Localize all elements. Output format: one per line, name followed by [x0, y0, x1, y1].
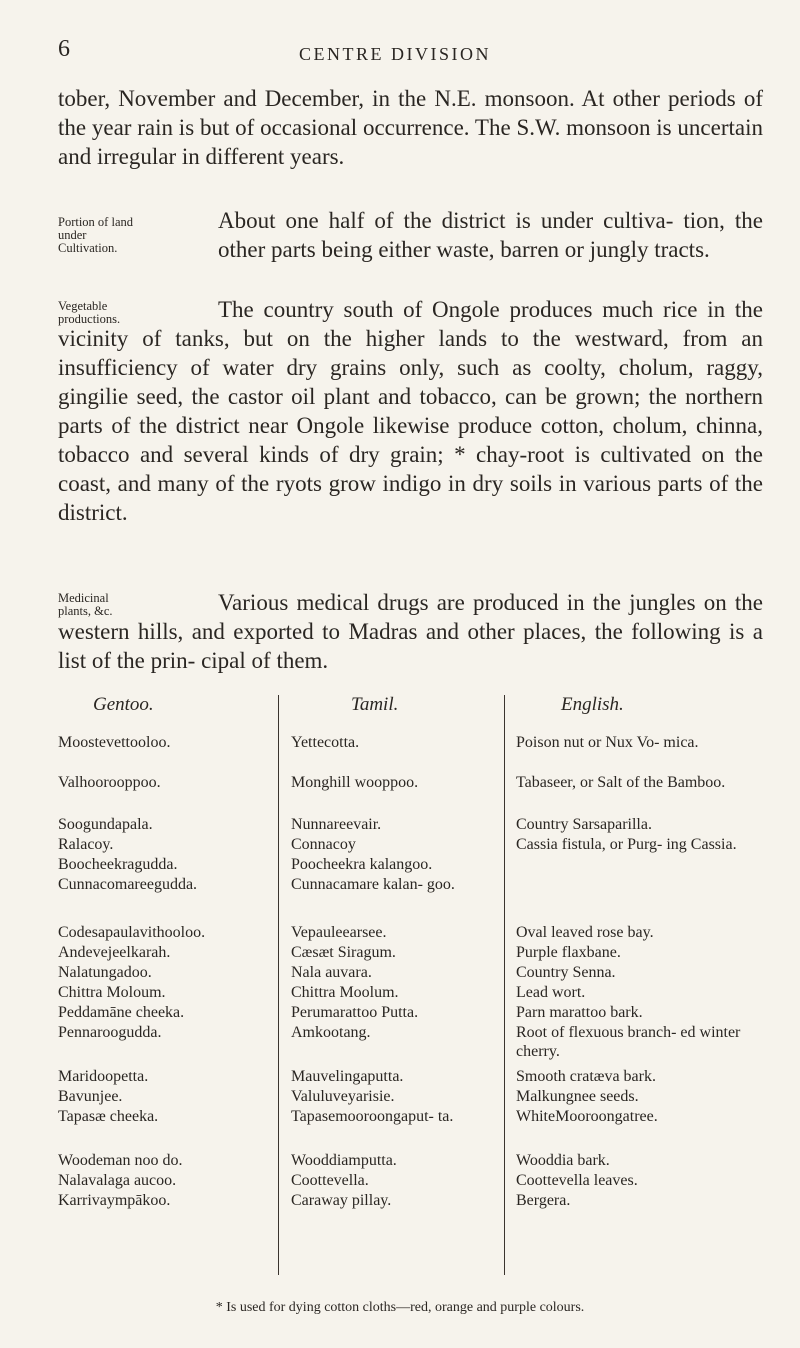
table-cell: Vepauleearsee. [291, 924, 387, 941]
table-cell: Root of flexuous branch- ed winter cherry. [516, 1024, 741, 1060]
tamil-column [291, 694, 491, 1209]
table-cell: Nunnareevair. [291, 816, 382, 833]
table-cell: Smooth cratæva bark. [516, 1068, 656, 1085]
paragraph-cultivation: About one half of the district is under cultiva- tion, the other parts being either waste, barren or jungly tracts. [218, 208, 763, 262]
table-cell: Andevejeelkarah. [58, 944, 171, 961]
table-cell: Chittra Moloum. [58, 984, 166, 1001]
table-cell: Nalatungadoo. [58, 964, 152, 981]
table-cell: Country Sarsaparilla. [516, 816, 652, 833]
table-cell: Country Senna. [516, 964, 616, 981]
table-cell: Tabaseer, or Salt of the Bamboo. [516, 774, 726, 791]
table-cell: Amkootang. [291, 1024, 371, 1041]
table-cell: Nalavalaga aucoo. [58, 1172, 177, 1189]
table-cell: Boocheekragudda. [58, 856, 178, 873]
tamil-header: Tamil. [351, 694, 399, 715]
table-cell: Valhoorooppoo. [58, 774, 161, 791]
table-cell: Pennaroogudda. [58, 1024, 162, 1041]
table-cell: Coottevella leaves. [516, 1172, 638, 1189]
gentoo-column [58, 694, 258, 1209]
table-cell: Ralacoy. [58, 836, 114, 853]
table-cell: Bavunjee. [58, 1088, 123, 1105]
running-head: CENTRE DIVISION [299, 44, 491, 64]
table-cell: Cæsæt Siragum. [291, 944, 396, 961]
margin-note-cultivation: Portion of land under Cultivation. [58, 215, 133, 255]
english-header: English. [561, 694, 624, 715]
column-divider [278, 695, 279, 1275]
table-cell: Caraway pillay. [291, 1192, 392, 1209]
table-cell: Yettecotta. [291, 734, 360, 751]
table-cell: Parn marattoo bark. [516, 1004, 643, 1021]
page-number: 6 [58, 36, 70, 62]
table-cell: Poocheekra kalangoo. [291, 856, 433, 873]
column-divider [504, 695, 505, 1275]
paragraph-vegetable: The country south of Ongole produces much rice in the vicinity of tanks, but on the higher lands to the westward, from an insufficiency of water dry grains only, such as coolty, cholum, raggy, gingilie seed, the castor oil plant and tobacco, can be grown; the northern parts of the district near Ongole likewise produce cotton, cholum, chinna, tobacco and several kinds of dry grain; * chay-root is cultivated on the coast, and many of the ryots grow indigo in dry soils in various parts of the district. [58, 297, 763, 525]
table-cell: Cunnacomareegudda. [58, 876, 198, 893]
table-cell: Monghill wooppoo. [291, 774, 419, 791]
table-cell: Mauvelingaputta. [291, 1068, 404, 1085]
table-cell: Peddamāne cheeka. [58, 1004, 185, 1021]
footnote: * Is used for dying cotton cloths—red, orange and purple colours. [215, 1300, 585, 1315]
table-cell: Nala auvara. [291, 964, 372, 981]
table-cell: Perumarattoo Putta. [291, 1004, 419, 1021]
table-cell: Valuluveyarisie. [291, 1088, 395, 1105]
table-cell: Tapasæ cheeka. [58, 1108, 159, 1125]
table-cell: Poison nut or Nux Vo- mica. [516, 734, 699, 751]
paragraph-medicinal: Various medical drugs are produced in the jungles on the western hills, and exported to Madras and other places, the following is a list of the prin- cipal of them. [58, 590, 763, 673]
table-cell: Lead wort. [516, 984, 586, 1001]
margin-note-medicinal: Medicinal plants, &c. [58, 591, 113, 618]
table-cell: Purple flaxbane. [516, 944, 621, 961]
margin-note-vegetable: Vegetable productions. [58, 299, 121, 326]
gentoo-header: Gentoo. [93, 694, 154, 715]
english-column [516, 694, 761, 1209]
table-cell: Coottevella. [291, 1172, 369, 1189]
table-cell: Connacoy [291, 836, 356, 853]
table-cell: Moostevettooloo. [58, 734, 171, 751]
table-cell: Cunnacamare kalan- goo. [291, 876, 455, 893]
table-cell: Chittra Moolum. [291, 984, 399, 1001]
table-cell: Woodeman noo do. [58, 1152, 183, 1169]
table-cell: Wooddia bark. [516, 1152, 610, 1169]
table-cell: Karrivaympākoo. [58, 1192, 171, 1209]
table-cell: Bergera. [516, 1192, 571, 1209]
table-cell: Maridoopetta. [58, 1068, 149, 1085]
table-cell: Oval leaved rose bay. [516, 924, 654, 941]
table-cell: Tapasemooroongaput- ta. [291, 1108, 454, 1125]
paragraph-monsoon: tober, November and December, in the N.E. monsoon. At other periods of the year rain is but of occasional occurrence. The S.W. monsoon is uncertain and irregular in different years. [58, 86, 763, 169]
table-cell: WhiteMooroongatree. [516, 1108, 658, 1125]
table-cell: Soogundapala. [58, 816, 153, 833]
table-cell: Wooddiamputta. [291, 1152, 397, 1169]
table-cell: Cassia fistula, or Purg- ing Cassia. [516, 836, 737, 853]
table-cell: Codesapaulavithooloo. [58, 924, 206, 941]
table-cell: Malkungnee seeds. [516, 1088, 639, 1105]
